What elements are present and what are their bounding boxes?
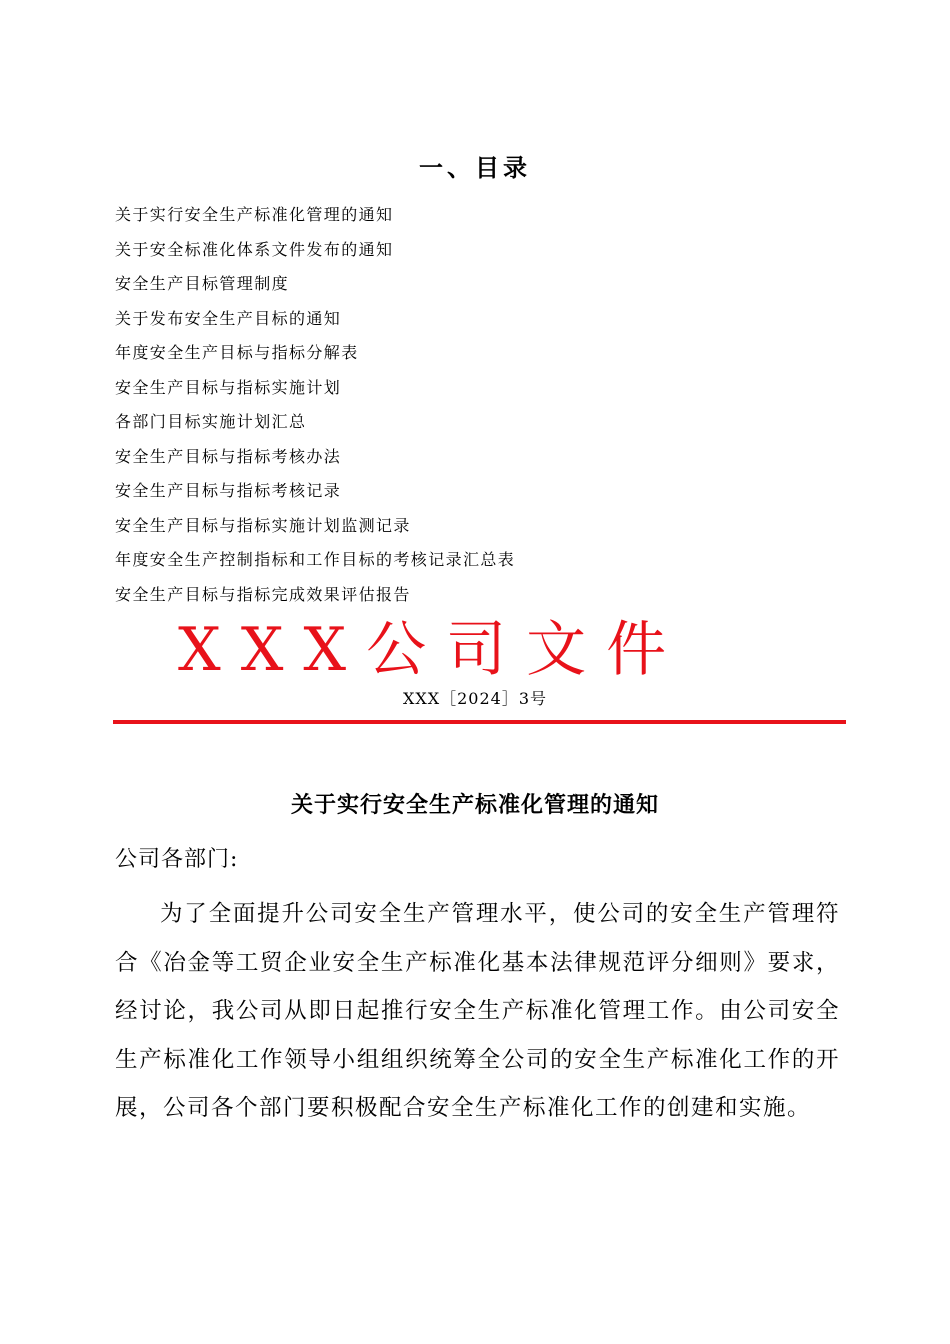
toc-item: 关于安全标准化体系文件发布的通知 (115, 239, 394, 259)
toc-item: 安全生产目标与指标实施计划 (115, 377, 342, 397)
toc-item: 安全生产目标与指标实施计划监测记录 (115, 515, 411, 535)
toc-item: 各部门目标实施计划汇总 (115, 412, 307, 431)
red-divider (113, 720, 846, 724)
toc-item: 安全生产目标与指标考核办法 (115, 446, 342, 466)
notice-body: 为了全面提升公司安全生产管理水平，使公司的安全生产管理符合《冶金等工贸企业安全生产标准化基本法律规范评分细则》要求，经讨论，我公司从即日起推行安全生产标准化管理工作。由公司安全生产标准化工作领导小组组织统筹全公司的安全生产标准化工作的开展，公司各个部门要积极配合安全生产标准化工作的创建和实施。 (115, 901, 840, 1122)
toc-item: 安全生产目标与指标考核记录 (115, 481, 342, 500)
toc-item: 年度安全生产目标与指标分解表 (115, 343, 359, 362)
toc-list (115, 198, 875, 612)
toc-item: 年度安全生产控制指标和工作目标的考核记录汇总表 (115, 550, 516, 569)
toc-item: 安全生产目标与指标完成效果评估报告 (115, 584, 411, 604)
company-document-header: XXX公司文件 (178, 615, 687, 685)
salutation: 公司各部门: (115, 847, 239, 872)
document-number: XXX［2024］3号 (402, 689, 548, 708)
notice-title: 关于实行安全生产标准化管理的通知 (290, 793, 659, 818)
toc-item: 安全生产目标管理制度 (115, 274, 290, 293)
toc-item: 关于发布安全生产目标的通知 (115, 308, 342, 328)
toc-item: 关于实行安全生产标准化管理的通知 (115, 205, 394, 224)
toc-title: 一、目录 (419, 154, 531, 182)
